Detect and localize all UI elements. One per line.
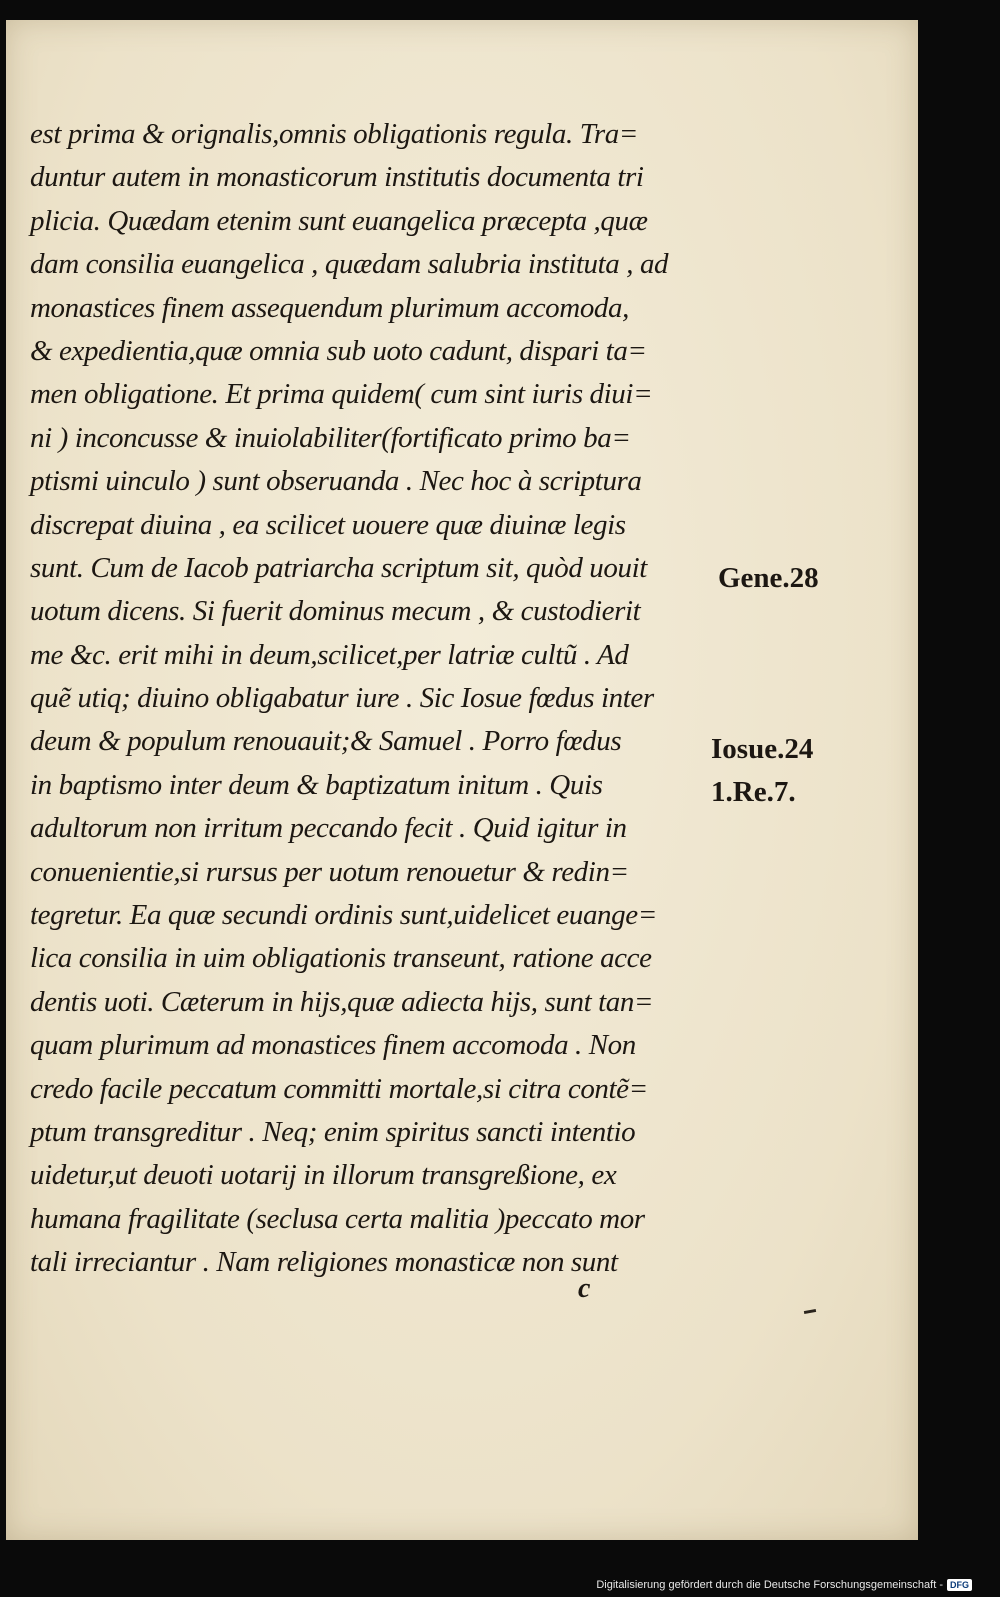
text-line: plicia. Quædam etenim sunt euangelica præcepta ,quæ [30,204,648,237]
text-line: tali irreciantur . Nam religiones monasticæ non sunt [30,1246,618,1279]
text-line: credo facile peccatum committi mortale,si citra contẽ= [30,1072,648,1105]
text-line: conuenientie,si rursus per uotum renouetur & redin= [30,855,629,888]
margin-note-gene: Gene.28 [718,562,819,594]
text-line: & expedientia,quæ omnia sub uoto cadunt, dispari ta= [30,334,647,367]
margin-note-regum: 1.Re.7. [711,776,796,808]
text-line: ptismi uinculo ) sunt obseruanda . Nec hoc à scriptura [30,465,642,498]
text-line: quẽ utiq; diuino obligabatur iure . Sic Iosue fœdus inter [30,682,654,715]
text-line: quam plurimum ad monastices finem accomoda . Non [30,1029,636,1062]
text-line: uotum dicens. Si fuerit dominus mecum , & custodierit [30,595,641,628]
book-page [6,20,918,1540]
body-text [30,113,720,1285]
text-line: uidetur,ut deuoti uotarij in illorum transgreßione, ex [30,1159,617,1192]
digitization-footer [596,1579,972,1591]
text-line: discrepat diuina , ea scilicet uouere quæ diuinæ legis [30,508,626,541]
text-line: in baptismo inter deum & baptizatum initum . Quis [30,768,603,801]
dfg-logo-icon: DFG [947,1579,972,1591]
signature-mark: c [578,1273,591,1304]
text-line: me &c. erit mihi in deum,scilicet,per latriæ cultũ . Ad [30,638,629,671]
text-line: est prima & orignalis,omnis obligationis regula. Tra= [30,118,638,150]
text-line: men obligatione. Et prima quidem( cum sint iuris diui= [30,378,653,411]
text-line: lica consilia in uim obligationis transeunt, ratione acce [30,942,652,975]
text-line: humana fragilitate (seclusa certa malitia )peccato mor [30,1202,645,1235]
text-line: sunt. Cum de Iacob patriarcha scriptum sit, quòd uouit [30,551,647,584]
margin-note-iosue: Iosue.24 [711,733,814,765]
ink-mark [804,1309,816,1314]
text-line: deum & populum renouauit;& Samuel . Porro fœdus [30,725,622,758]
text-line: ni ) inconcusse & inuiolabiliter(fortificato primo ba= [30,421,631,454]
footer-text: Digitalisierung gefördert durch die Deutsche Forschungsgemeinschaft - [596,1579,943,1591]
text-line: ptum transgreditur . Neq; enim spiritus sancti intentio [30,1115,636,1148]
text-line: adultorum non irritum peccando fecit . Quid igitur in [30,812,627,845]
text-line: dentis uoti. Cæterum in hijs,quæ adiecta hijs, sunt tan= [30,985,654,1018]
text-line: dam consilia euangelica , quædam salubria instituta , ad [30,248,669,281]
text-line: tegretur. Ea quæ secundi ordinis sunt,uidelicet euange= [30,899,657,932]
text-line: duntur autem in monasticorum institutis documenta tri [30,161,644,194]
text-line: monastices finem assequendum plurimum accomoda, [30,291,629,324]
